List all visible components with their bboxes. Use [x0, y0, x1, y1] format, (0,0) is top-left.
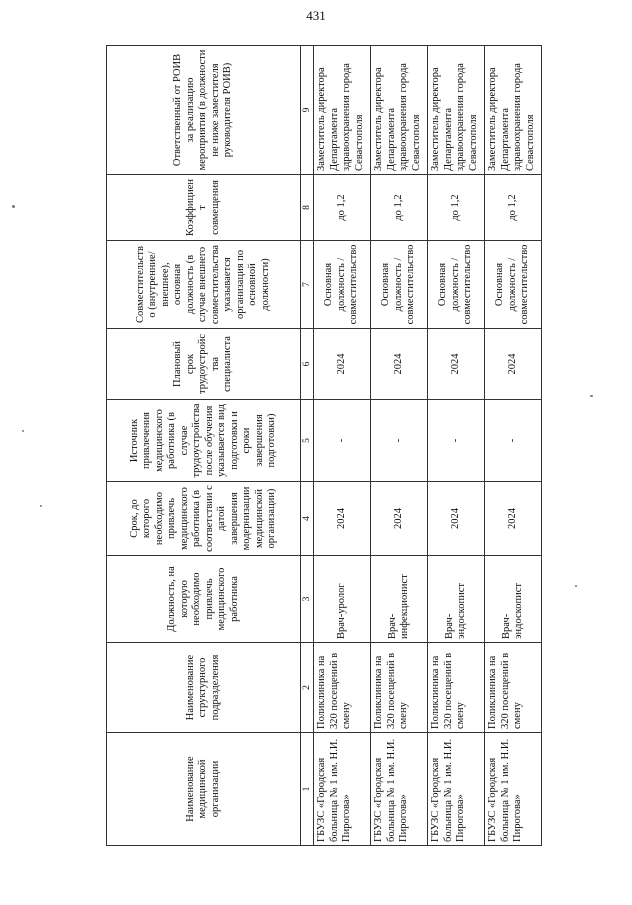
header-cell: Наименование медицинской организации — [107, 733, 301, 846]
table-row — [428, 46, 485, 846]
coefficient-cell: до 1,2 — [485, 175, 542, 241]
planned-date-cell: 2024 — [428, 329, 485, 400]
page-number: 431 — [306, 8, 326, 23]
source-cell: - — [485, 400, 542, 482]
header-cell: Совместительство (внутренние/внешнее), основная должность (в случае внешнего совместительства указывается организация по основной должности) — [107, 241, 301, 329]
planned-date-cell: 2024 — [314, 329, 371, 400]
position-cell: Врач-эндоскопист — [428, 556, 485, 643]
department-cell: Поликлиника на 320 посещений в смену — [428, 643, 485, 733]
column-number: 2 — [301, 643, 314, 733]
scan-speck — [12, 205, 15, 208]
source-cell: - — [314, 400, 371, 482]
header-cell: Срок, до которого необходимо привлечь медицинского работника (в соответствии с датой завершения модернизации медицинской организации) — [107, 482, 301, 556]
rotated-table-container — [106, 46, 542, 846]
position-cell: Врач-инфекционист — [371, 556, 428, 643]
position-cell: Врач-эндоскопист — [485, 556, 542, 643]
scan-speck — [22, 430, 24, 432]
coefficient-cell: до 1,2 — [371, 175, 428, 241]
responsible-cell: Заместитель директора Департамента здравоохранения города Севастополя — [314, 46, 371, 175]
organization-cell: ГБУЗС «Городская больница № 1 им. Н.И. Пирогова» — [428, 733, 485, 846]
table-row — [485, 46, 542, 846]
source-cell: - — [428, 400, 485, 482]
deadline-cell: 2024 — [485, 482, 542, 556]
header-row — [107, 46, 301, 846]
column-number: 1 — [301, 733, 314, 846]
scan-speck — [590, 395, 593, 397]
staffing-table — [106, 45, 542, 846]
column-number: 8 — [301, 175, 314, 241]
scan-speck — [40, 505, 42, 507]
header-cell: Плановый срок трудоустройства специалиста — [107, 329, 301, 400]
employment-type-cell: Основная должность / совместительство — [314, 241, 371, 329]
deadline-cell: 2024 — [428, 482, 485, 556]
scan-speck — [575, 585, 577, 587]
header-cell: Источник привлечения медицинского работника (в случае трудоустройства после обучения указывается вид подготовки и сроки завершения подготовки) — [107, 400, 301, 482]
table-row — [371, 46, 428, 846]
deadline-cell: 2024 — [371, 482, 428, 556]
organization-cell: ГБУЗС «Городская больница № 1 им. Н.И. Пирогова» — [371, 733, 428, 846]
source-cell: - — [371, 400, 428, 482]
planned-date-cell: 2024 — [485, 329, 542, 400]
planned-date-cell: 2024 — [371, 329, 428, 400]
column-number: 6 — [301, 329, 314, 400]
department-cell: Поликлиника на 320 посещений в смену — [485, 643, 542, 733]
column-number: 3 — [301, 556, 314, 643]
employment-type-cell: Основная должность / совместительство — [428, 241, 485, 329]
header-cell: Должность, на которую необходимо привлечь медицинского работника — [107, 556, 301, 643]
responsible-cell: Заместитель директора Департамента здравоохранения города Севастополя — [371, 46, 428, 175]
column-number: 5 — [301, 400, 314, 482]
employment-type-cell: Основная должность / совместительство — [485, 241, 542, 329]
column-number: 4 — [301, 482, 314, 556]
deadline-cell: 2024 — [314, 482, 371, 556]
coefficient-cell: до 1,2 — [428, 175, 485, 241]
responsible-cell: Заместитель директора Департамента здравоохранения города Севастополя — [485, 46, 542, 175]
column-number: 7 — [301, 241, 314, 329]
department-cell: Поликлиника на 320 посещений в смену — [371, 643, 428, 733]
position-cell: Врач-уролог — [314, 556, 371, 643]
column-number: 9 — [301, 46, 314, 175]
organization-cell: ГБУЗС «Городская больница № 1 им. Н.И. Пирогова» — [485, 733, 542, 846]
coefficient-cell: до 1,2 — [314, 175, 371, 241]
column-number-row — [301, 46, 314, 846]
header-cell: Наименование структурного подразделения — [107, 643, 301, 733]
table-row — [314, 46, 371, 846]
organization-cell: ГБУЗС «Городская больница № 1 им. Н.И. Пирогова» — [314, 733, 371, 846]
employment-type-cell: Основная должность / совместительство — [371, 241, 428, 329]
header-cell: Ответственный от РОИВ за реализацию мероприятия (в должности не ниже заместителя руководителя РОИВ) — [107, 46, 301, 175]
header-cell: Коэффициент совмещения — [107, 175, 301, 241]
department-cell: Поликлиника на 320 посещений в смену — [314, 643, 371, 733]
responsible-cell: Заместитель директора Департамента здравоохранения города Севастополя — [428, 46, 485, 175]
